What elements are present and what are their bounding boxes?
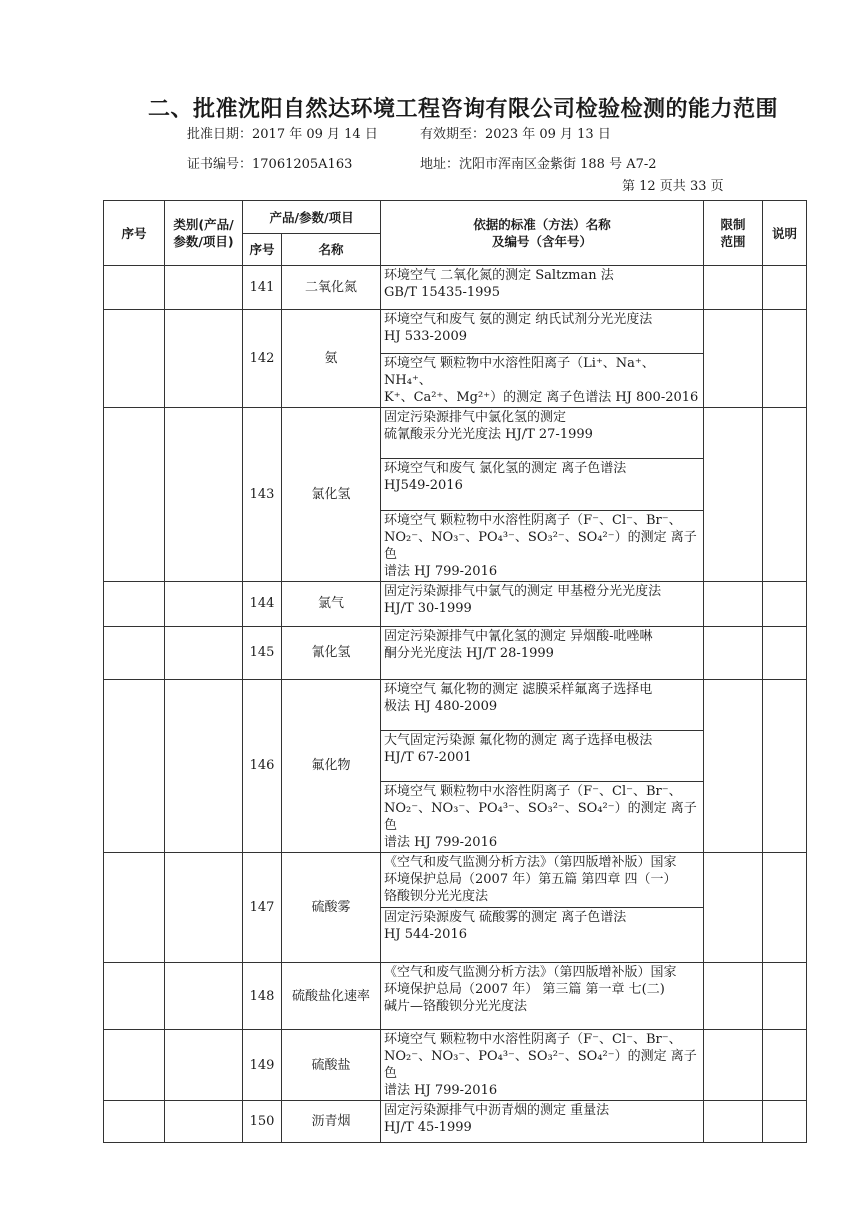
item-name: 氰化氢 bbox=[282, 626, 381, 679]
standard-cell bbox=[381, 963, 704, 1030]
item-name: 二氧化氮 bbox=[282, 266, 381, 310]
standard-cell bbox=[381, 1101, 704, 1143]
item-name: 沥青烟 bbox=[282, 1101, 381, 1143]
seq-cell bbox=[104, 1030, 165, 1101]
standard-cell bbox=[381, 626, 704, 679]
category-cell bbox=[165, 408, 243, 582]
valid-until: 有效期至：2023 年 09 月 13 日 bbox=[420, 127, 611, 142]
note-cell bbox=[763, 626, 807, 679]
standard-line: 固定污染源排气中沥青烟的测定 重量法 bbox=[384, 1103, 610, 1119]
table-row bbox=[104, 581, 807, 626]
item-number: 148 bbox=[243, 963, 282, 1030]
limit-cell bbox=[704, 408, 763, 582]
table-row bbox=[104, 266, 807, 310]
item-name: 氯气 bbox=[282, 581, 381, 626]
certificate-number: 证书编号：17061205A163 bbox=[187, 157, 353, 172]
category-cell bbox=[165, 1030, 243, 1101]
standard-line: 固定污染源排气中氯化氢的测定 bbox=[384, 410, 567, 425]
standard-line: 极法 HJ 480-2009 bbox=[384, 698, 498, 714]
note-cell bbox=[763, 1101, 807, 1143]
standard-line: HJ 533-2009 bbox=[384, 329, 467, 344]
seq-cell bbox=[104, 266, 165, 310]
item-number: 146 bbox=[243, 679, 282, 853]
standard-line: 固定污染源排气中氰化氢的测定 异烟酸-吡唑啉 bbox=[384, 628, 653, 644]
standard-line: 硫氰酸汞分光光度法 HJ/T 27-1999 bbox=[384, 427, 593, 442]
standard-entry bbox=[381, 627, 703, 679]
standard-entry bbox=[381, 782, 703, 852]
standard-entry bbox=[381, 1030, 703, 1100]
note-cell bbox=[763, 266, 807, 310]
header-sub-name: 名称 bbox=[282, 234, 381, 266]
item-number: 147 bbox=[243, 853, 282, 963]
standard-line: HJ/T 45-1999 bbox=[384, 1120, 472, 1136]
seq-cell bbox=[104, 1101, 165, 1143]
standard-entry bbox=[381, 266, 703, 309]
category-cell bbox=[165, 1101, 243, 1143]
category-cell bbox=[165, 581, 243, 626]
header-limit: 限制 范围 bbox=[704, 201, 763, 266]
standard-line: 环境空气 颗粒物中水溶性阴离子（F⁻、Cl⁻、Br⁻、 bbox=[384, 512, 682, 528]
standard-entry bbox=[381, 908, 703, 962]
standard-entry bbox=[381, 680, 703, 731]
note-cell bbox=[763, 408, 807, 582]
seq-cell bbox=[104, 626, 165, 679]
table-row bbox=[104, 679, 807, 853]
standard-line: HJ/T 30-1999 bbox=[384, 600, 472, 616]
table-row bbox=[104, 853, 807, 963]
limit-cell bbox=[704, 266, 763, 310]
standard-cell bbox=[381, 581, 704, 626]
standard-line: GB/T 15435-1995 bbox=[384, 285, 500, 300]
limit-cell bbox=[704, 310, 763, 408]
standard-entry bbox=[381, 582, 703, 626]
standard-cell bbox=[381, 408, 704, 582]
standard-line: 环境空气和废气 氯化氢的测定 离子色谱法 bbox=[384, 461, 627, 477]
item-name: 氯化氢 bbox=[282, 408, 381, 582]
table-row bbox=[104, 1030, 807, 1101]
standard-line: HJ 544-2016 bbox=[384, 927, 467, 943]
standard-entry bbox=[381, 731, 703, 782]
standard-line: HJ549-2016 bbox=[384, 478, 463, 494]
note-cell bbox=[763, 310, 807, 408]
item-name: 氨 bbox=[282, 310, 381, 408]
category-cell bbox=[165, 853, 243, 963]
standard-line: 碱片—铬酸钡分光光度法 bbox=[384, 999, 528, 1015]
standard-cell bbox=[381, 266, 704, 310]
note-cell bbox=[763, 853, 807, 963]
header-standard: 依据的标准（方法）名称 及编号（含年号） bbox=[381, 201, 704, 266]
limit-cell bbox=[704, 1101, 763, 1143]
standard-line: 谱法 HJ 799-2016 bbox=[384, 563, 498, 579]
standard-line: NO₂⁻、NO₃⁻、PO₄³⁻、SO₃²⁻、SO₄²⁻）的测定 离子色 bbox=[384, 529, 697, 562]
item-number: 150 bbox=[243, 1101, 282, 1143]
category-cell bbox=[165, 266, 243, 310]
seq-cell bbox=[104, 679, 165, 853]
standard-line: 酮分光光度法 HJ/T 28-1999 bbox=[384, 645, 554, 661]
header-seq: 序号 bbox=[104, 201, 165, 266]
standard-line: 谱法 HJ 799-2016 bbox=[384, 835, 498, 851]
standard-cell bbox=[381, 310, 704, 408]
standard-cell bbox=[381, 1030, 704, 1101]
table-row bbox=[104, 1101, 807, 1143]
item-number: 143 bbox=[243, 408, 282, 582]
standard-entry bbox=[381, 408, 703, 459]
header-category: 类别(产品/ 参数/项目) bbox=[165, 201, 243, 266]
standard-line: 环境空气 二氧化氮的测定 Saltzman 法 bbox=[384, 268, 614, 283]
standard-line: 环境保护总局（2007 年）第五篇 第四章 四（一） bbox=[384, 872, 677, 888]
address: 地址：沈阳市浑南区金紫街 188 号 A7-2 bbox=[420, 157, 657, 172]
approval-date: 批准日期：2017 年 09 月 14 日 bbox=[187, 127, 378, 142]
seq-cell bbox=[104, 408, 165, 582]
standard-line: 《空气和废气监测分析方法》（第四版增补版）国家 bbox=[384, 855, 677, 871]
page-number: 第 12 页共 33 页 bbox=[622, 179, 724, 194]
standard-line: 固定污染源废气 硫酸雾的测定 离子色谱法 bbox=[384, 910, 627, 926]
standard-line: 固定污染源排气中氯气的测定 甲基橙分光光度法 bbox=[384, 583, 662, 599]
standard-entry bbox=[381, 1101, 703, 1142]
capability-table bbox=[103, 200, 807, 1143]
table-row bbox=[104, 626, 807, 679]
note-cell bbox=[763, 679, 807, 853]
standard-entry bbox=[381, 354, 703, 407]
table-row bbox=[104, 408, 807, 582]
standard-line: 大气固定污染源 氟化物的测定 离子选择电极法 bbox=[384, 732, 653, 748]
standard-line: NO₂⁻、NO₃⁻、PO₄³⁻、SO₃²⁻、SO₄²⁻）的测定 离子色 bbox=[384, 801, 697, 834]
page-title: 二、批准沈阳自然达环境工程咨询有限公司检验检测的能力范围 bbox=[148, 97, 779, 122]
item-number: 149 bbox=[243, 1030, 282, 1101]
standard-line: 环境空气和废气 氨的测定 纳氏试剂分光光度法 bbox=[384, 312, 653, 327]
standard-cell bbox=[381, 679, 704, 853]
standard-entry bbox=[381, 853, 703, 908]
limit-cell bbox=[704, 626, 763, 679]
item-name: 硫酸盐 bbox=[282, 1030, 381, 1101]
note-cell bbox=[763, 1030, 807, 1101]
item-number: 145 bbox=[243, 626, 282, 679]
standard-entry bbox=[381, 511, 703, 581]
item-name: 硫酸盐化速率 bbox=[282, 963, 381, 1030]
header-product-group: 产品/参数/项目 bbox=[243, 201, 381, 234]
standard-cell bbox=[381, 853, 704, 963]
seq-cell bbox=[104, 853, 165, 963]
note-cell bbox=[763, 963, 807, 1030]
standard-line: 环境空气 颗粒物中水溶性阴离子（F⁻、Cl⁻、Br⁻、 bbox=[384, 784, 682, 800]
standard-line: 环境空气 颗粒物中水溶性阳离子（Li⁺、Na⁺、NH₄⁺、 bbox=[384, 356, 655, 388]
standard-line: 环境空气 氟化物的测定 滤膜采样氟离子选择电 bbox=[384, 681, 653, 697]
category-cell bbox=[165, 679, 243, 853]
standard-line: 铬酸钡分光光度法 bbox=[384, 889, 489, 905]
category-cell bbox=[165, 963, 243, 1030]
standard-entry bbox=[381, 310, 703, 354]
standard-line: 《空气和废气监测分析方法》（第四版增补版）国家 bbox=[384, 965, 677, 981]
seq-cell bbox=[104, 310, 165, 408]
standard-line: 谱法 HJ 799-2016 bbox=[384, 1083, 498, 1099]
category-cell bbox=[165, 626, 243, 679]
limit-cell bbox=[704, 1030, 763, 1101]
standard-entry bbox=[381, 459, 703, 510]
note-cell bbox=[763, 581, 807, 626]
seq-cell bbox=[104, 581, 165, 626]
item-number: 144 bbox=[243, 581, 282, 626]
standard-line: K⁺、Ca²⁺、Mg²⁺）的测定 离子色谱法 HJ 800-2016 bbox=[384, 390, 699, 405]
header-note: 说明 bbox=[763, 201, 807, 266]
item-name: 氟化物 bbox=[282, 679, 381, 853]
item-name: 硫酸雾 bbox=[282, 853, 381, 963]
limit-cell bbox=[704, 853, 763, 963]
standard-line: 环境保护总局（2007 年） 第三篇 第一章 七(二) bbox=[384, 982, 665, 998]
standard-line: HJ/T 67-2001 bbox=[384, 749, 472, 765]
limit-cell bbox=[704, 581, 763, 626]
limit-cell bbox=[704, 963, 763, 1030]
category-cell bbox=[165, 310, 243, 408]
item-number: 141 bbox=[243, 266, 282, 310]
table-row bbox=[104, 310, 807, 408]
table-body bbox=[104, 266, 807, 1143]
standard-line: 环境空气 颗粒物中水溶性阴离子（F⁻、Cl⁻、Br⁻、 bbox=[384, 1032, 682, 1048]
standard-entry bbox=[381, 963, 703, 1029]
standard-line: NO₂⁻、NO₃⁻、PO₄³⁻、SO₃²⁻、SO₄²⁻）的测定 离子色 bbox=[384, 1049, 697, 1082]
limit-cell bbox=[704, 679, 763, 853]
seq-cell bbox=[104, 963, 165, 1030]
header-sub-seq: 序号 bbox=[243, 234, 282, 266]
item-number: 142 bbox=[243, 310, 282, 408]
table-row bbox=[104, 963, 807, 1030]
